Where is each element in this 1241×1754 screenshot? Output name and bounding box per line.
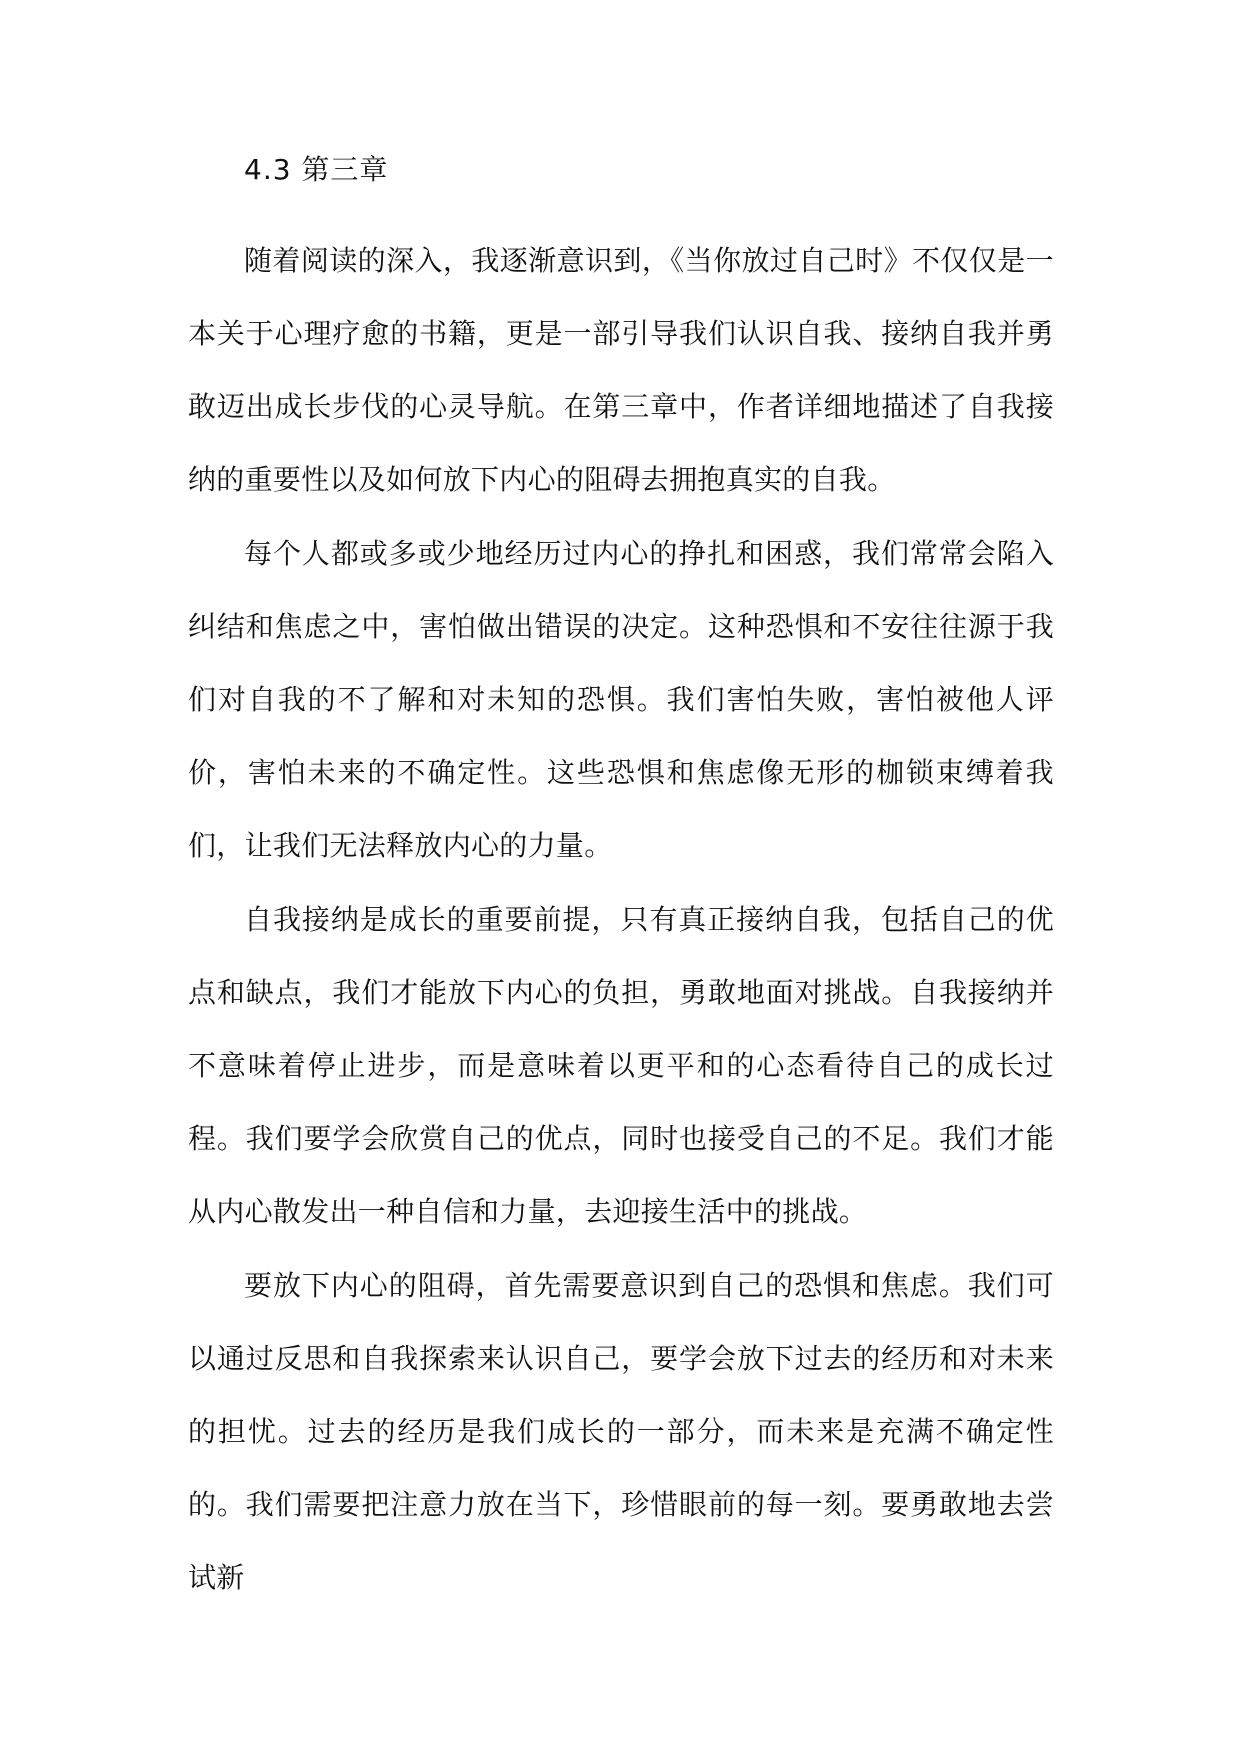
paragraph: 每个人都或多或少地经历过内心的挣扎和困惑，我们常常会陷入纠结和焦虑之中，害怕做出错误的决定。这种恐惧和不安往往源于我们对自我的不了解和对未知的恐惧。我们害怕失败，害怕被他人评价，害怕未来的不确定性。这些恐惧和焦虑像无形的枷锁束缚着我们，让我们无法释放内心的力量。 (188, 537, 1054, 862)
document-body (188, 150, 1054, 1615)
paragraph: 随着阅读的深入，我逐渐意识到，《当你放过自己时》不仅仅是一本关于心理疗愈的书籍，更是一部引导我们认识自我、接纳自我并勇敢迈出成长步伐的心灵导航。在第三章中，作者详细地描述了自我接纳的重要性以及如何放下内心的阻碍去拥抱真实的自我。 (188, 244, 1054, 496)
paragraph: 要放下内心的阻碍，首先需要意识到自己的恐惧和焦虑。我们可以通过反思和自我探索来认识自己，要学会放下过去的经历和对未来的担忧。过去的经历是我们成长的一部分，而未来是充满不确定性的。我们需要把注意力放在当下，珍惜眼前的每一刻。要勇敢地去尝试新 (188, 1269, 1054, 1594)
section-heading: 4.3 第三章 (244, 153, 389, 186)
paragraph: 自我接纳是成长的重要前提，只有真正接纳自我，包括自己的优点和缺点，我们才能放下内心的负担，勇敢地面对挑战。自我接纳并不意味着停止进步，而是意味着以更平和的心态看待自己的成长过程。我们要学会欣赏自己的优点，同时也接受自己的不足。我们才能从内心散发出一种自信和力量，去迎接生活中的挑战。 (188, 903, 1054, 1228)
